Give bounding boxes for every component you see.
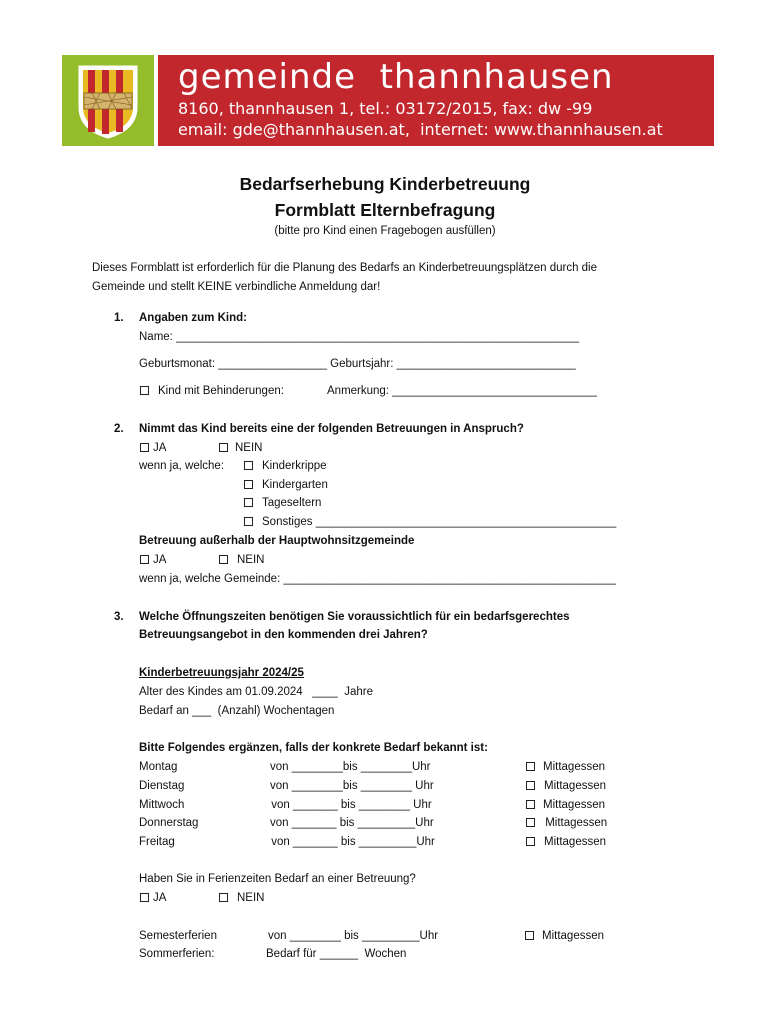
time-field[interactable]: von ________bis ________ Uhr [270, 780, 434, 792]
nein-label: NEIN [237, 554, 265, 566]
address-line: 8160, thannhausen 1, tel.: 03172/2015, fax: dw -99 [178, 99, 593, 118]
outside-heading: Betreuung außerhalb der Hauptwohnsitzgemeinde [139, 535, 415, 547]
nein-label: NEIN [235, 442, 263, 454]
option-label: Kindergarten [262, 479, 328, 491]
ja-checkbox[interactable] [140, 555, 149, 564]
weekday-need-field[interactable]: Bedarf an ___ (Anzahl) Wochentagen [139, 705, 335, 717]
day-label: Freitag [139, 836, 175, 848]
header-red-panel [158, 55, 714, 146]
section-3-heading-2: Betreuungsangebot in den kommenden drei Jahren? [139, 629, 428, 641]
complete-instruction: Bitte Folgendes ergänzen, falls der konkrete Bedarf bekannt ist: [139, 742, 488, 754]
ja-label: JA [153, 892, 167, 904]
holiday-question: Haben Sie in Ferienzeiten Bedarf an einer Betreuung? [139, 873, 416, 885]
day-label: Dienstag [139, 780, 185, 792]
section-1-heading: Angaben zum Kind: [139, 312, 247, 324]
which-label: wenn ja, welche: [139, 460, 225, 472]
document-title: Bedarfserhebung Kinderbetreuung [239, 174, 531, 194]
document-subtitle: Formblatt Elternbefragung [274, 200, 496, 220]
lunch-label: Mittagessen [543, 761, 606, 773]
section-2-heading: Nimmt das Kind bereits eine der folgenden Betreuungen in Anspruch? [139, 423, 524, 435]
section-1-number: 1. [114, 312, 124, 324]
birth-fields[interactable]: Geburtsmonat: _________________ Geburtsjahr: ____________________________ [139, 358, 576, 370]
kinderkrippe-checkbox[interactable] [244, 461, 253, 470]
semester-label: Semesterferien [139, 930, 217, 942]
lunch-checkbox[interactable] [526, 818, 535, 827]
summer-weeks-field[interactable]: Bedarf für ______ Wochen [266, 948, 407, 960]
option-label: Tageseltern [262, 497, 322, 509]
day-label: Montag [139, 761, 178, 773]
header-banner [62, 55, 714, 146]
lunch-checkbox[interactable] [525, 931, 534, 940]
name-field[interactable]: Name: _______________________________________________________________ [139, 331, 579, 343]
day-label: Donnerstag [139, 817, 199, 829]
tageseltern-checkbox[interactable] [244, 498, 253, 507]
option-label: Kinderkrippe [262, 460, 327, 472]
which-gemeinde-field[interactable]: wenn ja, welche Gemeinde: ____________________________________________________ [139, 573, 617, 585]
disability-label: Kind mit Behinderungen: [158, 385, 284, 397]
document-note: (bitte pro Kind einen Fragebogen ausfüllen) [274, 225, 496, 237]
child-age-field[interactable]: Alter des Kindes am 01.09.2024 ____ Jahre [139, 686, 373, 698]
ja-label: JA [153, 554, 167, 566]
semester-time-field[interactable]: von ________ bis _________Uhr [268, 930, 439, 942]
section-3-number: 3. [114, 611, 124, 623]
lunch-checkbox[interactable] [526, 762, 535, 771]
lunch-label: Mittagessen [544, 780, 607, 792]
section-2-number: 2. [114, 423, 124, 435]
nein-checkbox[interactable] [219, 893, 228, 902]
remark-field[interactable]: Anmerkung: ________________________________ [327, 385, 597, 397]
time-field[interactable]: von _______ bis _________Uhr [268, 836, 435, 848]
care-year-heading: Kinderbetreuungsjahr 2024/25 [139, 667, 304, 679]
lunch-label: Mittagessen [542, 817, 608, 829]
option-label[interactable]: Sonstiges _______________________________________________ [262, 516, 617, 528]
sonstiges-checkbox[interactable] [244, 517, 253, 526]
lunch-label: Mittagessen [544, 836, 607, 848]
ja-label: JA [153, 442, 167, 454]
day-label: Mittwoch [139, 799, 185, 811]
lunch-checkbox[interactable] [526, 800, 535, 809]
contact-line: email: gde@thannhausen.at, internet: www.thannhausen.at [178, 120, 663, 139]
intro-text-2: Gemeinde und stellt KEINE verbindliche Anmeldung dar! [92, 281, 381, 293]
coat-of-arms-logo [62, 55, 154, 146]
time-field[interactable]: von _______ bis ________ Uhr [268, 799, 432, 811]
time-field[interactable]: von _______ bis _________Uhr [270, 817, 434, 829]
municipality-name: gemeinde thannhausen [178, 57, 614, 97]
ja-checkbox[interactable] [140, 443, 149, 452]
disability-checkbox[interactable] [140, 386, 149, 395]
lunch-checkbox[interactable] [526, 781, 535, 790]
time-field[interactable]: von ________bis ________Uhr [270, 761, 431, 773]
lunch-label: Mittagessen [543, 799, 606, 811]
lunch-checkbox[interactable] [526, 837, 535, 846]
nein-checkbox[interactable] [219, 555, 228, 564]
ja-checkbox[interactable] [140, 893, 149, 902]
nein-label: NEIN [237, 892, 265, 904]
coat-of-arms-icon [62, 55, 154, 146]
intro-text-1: Dieses Formblatt ist erforderlich für die Planung des Bedarfs an Kinderbetreuungsplätzen durch die [92, 262, 598, 274]
lunch-label: Mittagessen [542, 930, 605, 942]
nein-checkbox[interactable] [219, 443, 228, 452]
kindergarten-checkbox[interactable] [244, 480, 253, 489]
summer-label: Sommerferien: [139, 948, 215, 960]
section-3-heading: Welche Öffnungszeiten benötigen Sie voraussichtlich für ein bedarfsgerechtes [139, 611, 570, 623]
